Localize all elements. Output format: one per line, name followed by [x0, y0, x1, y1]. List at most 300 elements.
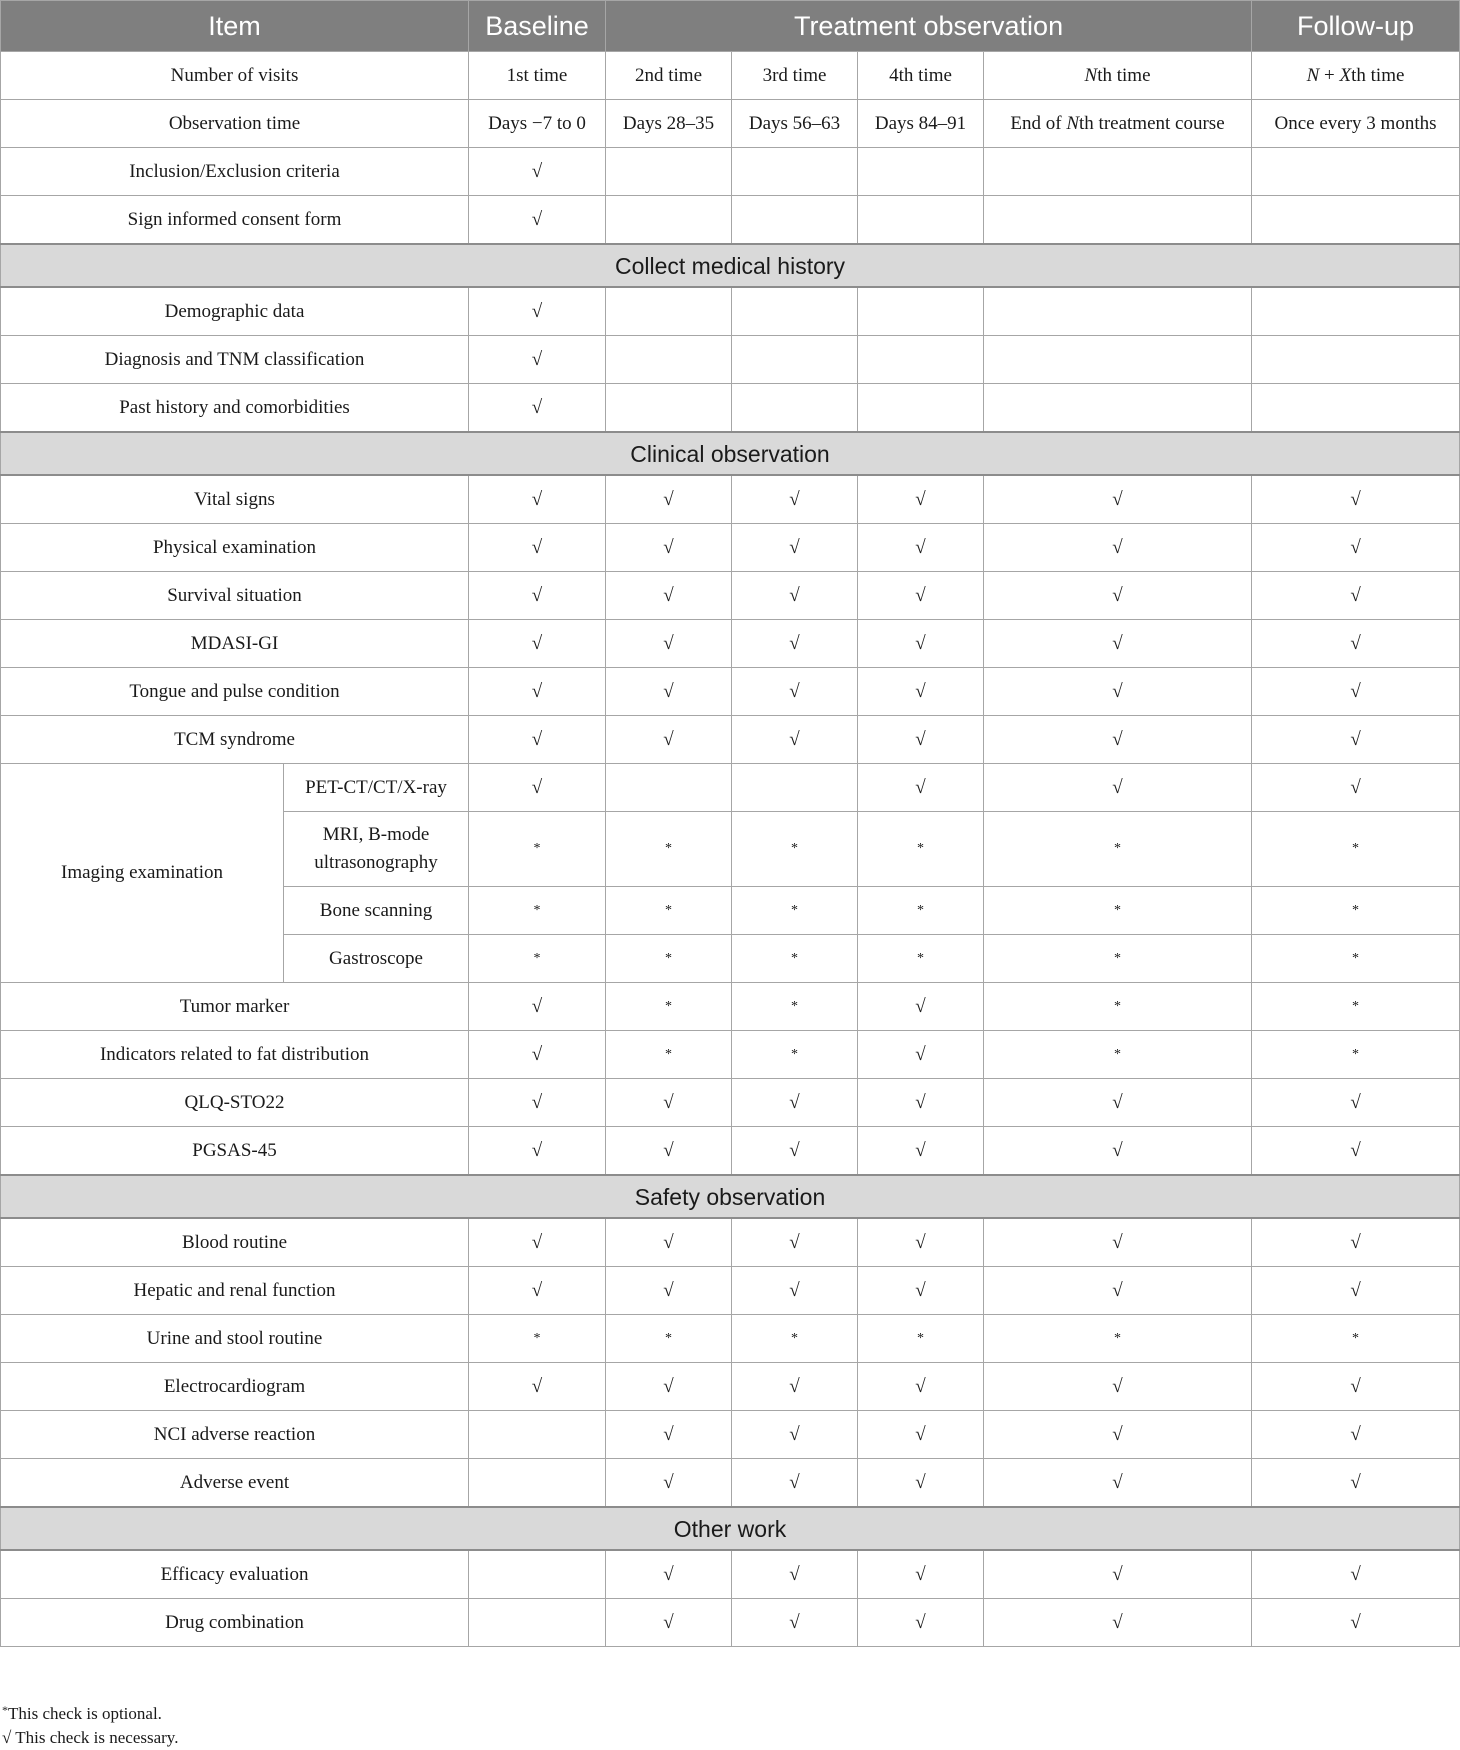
visit-n: [984, 52, 1252, 100]
mark-cell-0: [469, 1363, 606, 1411]
required-mark: √: [789, 1423, 800, 1445]
mark-cell-4: [984, 1127, 1252, 1176]
mark-cell-1: [606, 1550, 732, 1599]
optional-mark: *: [533, 1330, 541, 1346]
required-mark: √: [531, 680, 543, 702]
safety-row: [1, 1411, 1460, 1459]
mark-cell-2: [732, 983, 858, 1031]
safety-row: [1, 1363, 1460, 1411]
required-mark: √: [789, 728, 800, 750]
mark-cell-4: [984, 1550, 1252, 1599]
optional-mark: *: [1114, 1330, 1122, 1346]
mark-cell-0: [469, 983, 606, 1031]
required-mark: √: [1112, 1091, 1123, 1113]
mark-cell-2: [732, 1031, 858, 1079]
required-mark: √: [1112, 632, 1123, 654]
required-mark: √: [1350, 1471, 1361, 1493]
optional-mark: *: [665, 998, 673, 1014]
optional-mark: *: [1352, 998, 1360, 1014]
mark-cell-1: [606, 572, 732, 620]
required-mark: √: [789, 1231, 800, 1253]
mark-cell-5: [1252, 572, 1460, 620]
mark-cell-2: [732, 1550, 858, 1599]
row-label: PGSAS-45: [1, 1127, 469, 1176]
optional-mark: *: [665, 1046, 673, 1062]
mark-cell-2: [732, 887, 858, 935]
mark-cell-4: [984, 1031, 1252, 1079]
mark-cell-1: [606, 812, 732, 887]
clinical-row: [1, 620, 1460, 668]
mark-cell-2: [732, 287, 858, 336]
required-mark: √: [789, 1471, 800, 1493]
row-label: MDASI-GI: [1, 620, 469, 668]
mark-cell-2: [732, 812, 858, 887]
mark-cell-4: [984, 336, 1252, 384]
mark-cell-1: [606, 1267, 732, 1315]
mark-cell-0: [469, 668, 606, 716]
mark-cell-2: [732, 764, 858, 812]
optional-mark: *: [791, 1046, 799, 1062]
optional-mark: *: [1114, 950, 1122, 966]
required-mark: √: [789, 1139, 800, 1161]
mark-cell-0: [469, 716, 606, 764]
mark-cell-5: [1252, 1599, 1460, 1647]
optional-mark: *: [791, 950, 799, 966]
required-mark: √: [915, 584, 926, 606]
mark-cell-0: [469, 1550, 606, 1599]
mark-cell-0: [469, 475, 606, 524]
required-mark: √: [1350, 1139, 1361, 1161]
required-mark: √: [531, 1231, 543, 1253]
required-mark: √: [789, 1563, 800, 1585]
mark-cell-3: [858, 572, 984, 620]
mark-cell-1: [606, 716, 732, 764]
mark-cell-0: [469, 1218, 606, 1267]
clinical-row: [1, 1031, 1460, 1079]
visit-n-plus-x: [1252, 52, 1460, 100]
optional-mark: *: [533, 841, 541, 856]
imaging-sub-label: Gastroscope: [284, 935, 469, 983]
row-label: Demographic data: [1, 287, 469, 336]
visit-3: 3rd time: [732, 52, 858, 100]
mark-cell-4: [984, 935, 1252, 983]
required-mark: √: [1350, 680, 1361, 702]
mark-cell-3: [858, 764, 984, 812]
time-n: [984, 100, 1252, 148]
mark-cell-3: [858, 475, 984, 524]
mark-cell-5: [1252, 1218, 1460, 1267]
mark-cell-3: [858, 1031, 984, 1079]
mark-cell-5: [1252, 1315, 1460, 1363]
optional-mark: *: [1114, 841, 1122, 856]
required-mark: √: [789, 1279, 800, 1301]
mark-cell-3: [858, 1079, 984, 1127]
clinical-row: [1, 1127, 1460, 1176]
mark-cell-3: [858, 384, 984, 433]
mark-cell-5: [1252, 935, 1460, 983]
visit-nx-rest: th time: [1351, 64, 1405, 86]
mark-cell-2: [732, 572, 858, 620]
required-mark: √: [915, 536, 926, 558]
mark-cell-2: [732, 1218, 858, 1267]
time-4: Days 84–91: [858, 100, 984, 148]
optional-mark: *: [917, 902, 925, 918]
row-label: Survival situation: [1, 572, 469, 620]
visits-label: Number of visits: [1, 52, 469, 100]
mark-cell-4: [984, 620, 1252, 668]
required-mark: √: [663, 1139, 674, 1161]
required-mark: √: [915, 1611, 926, 1633]
row-label: NCI adverse reaction: [1, 1411, 469, 1459]
mark-cell-3: [858, 1127, 984, 1176]
medical-history-row: [1, 287, 1460, 336]
required-mark: √: [1350, 488, 1361, 510]
mark-cell-1: [606, 1599, 732, 1647]
mark-cell-1: [606, 1127, 732, 1176]
required-mark: √: [1112, 776, 1123, 798]
required-mark: √: [1112, 536, 1123, 558]
required-mark: √: [663, 680, 674, 702]
mark-cell-3: [858, 1459, 984, 1508]
required-mark: √: [531, 1375, 543, 1397]
mark-cell-5: [1252, 1079, 1460, 1127]
visit-n-italic: N: [1084, 64, 1098, 86]
required-mark: √: [915, 1471, 926, 1493]
mark-cell-1: [606, 336, 732, 384]
mark-cell-3: [858, 620, 984, 668]
row-label: Blood routine: [1, 1218, 469, 1267]
optional-mark: *: [791, 1330, 799, 1346]
required-mark: √: [1350, 1091, 1361, 1113]
required-mark: √: [1112, 1231, 1123, 1253]
mark-cell-3: [858, 287, 984, 336]
mark-cell-4: [984, 887, 1252, 935]
mark-cell-4: [984, 196, 1252, 245]
visit-nx-x: X: [1339, 64, 1352, 86]
mark-cell-0: [469, 887, 606, 935]
clinical-row: [1, 524, 1460, 572]
required-mark: √: [531, 536, 543, 558]
required-mark: √: [663, 1611, 674, 1633]
required-mark: √: [663, 1091, 674, 1113]
mark-cell-1: [606, 668, 732, 716]
required-mark: √: [1350, 536, 1361, 558]
mark-cell-1: [606, 1363, 732, 1411]
mark-cell-0: [469, 1599, 606, 1647]
required-mark: √: [531, 776, 543, 798]
mark-cell-2: [732, 336, 858, 384]
mark-cell-4: [984, 572, 1252, 620]
mark-cell-1: [606, 983, 732, 1031]
mark-cell-4: [984, 1315, 1252, 1363]
mark-cell-3: [858, 1599, 984, 1647]
required-mark: √: [1350, 1231, 1361, 1253]
optional-mark: *: [665, 902, 673, 918]
mark-cell-0: [469, 1459, 606, 1508]
screening-row: [1, 196, 1460, 245]
required-mark: √: [915, 1043, 926, 1065]
other-work-row: [1, 1599, 1460, 1647]
mark-cell-0: [469, 1315, 606, 1363]
optional-mark: *: [1352, 1046, 1360, 1062]
optional-mark: *: [1352, 902, 1360, 918]
clinical-row: [1, 983, 1460, 1031]
mark-cell-3: [858, 716, 984, 764]
mark-cell-3: [858, 148, 984, 196]
mark-cell-5: [1252, 1550, 1460, 1599]
mark-cell-1: [606, 935, 732, 983]
mark-cell-2: [732, 1127, 858, 1176]
optional-mark: *: [665, 950, 673, 966]
required-mark: √: [663, 536, 674, 558]
required-mark: √: [915, 776, 926, 798]
mark-cell-0: [469, 572, 606, 620]
mark-cell-0: [469, 384, 606, 433]
optional-mark: *: [665, 1330, 673, 1346]
visit-nx-plus: +: [1319, 64, 1340, 86]
required-mark: √: [531, 488, 543, 510]
mark-cell-4: [984, 1267, 1252, 1315]
mark-cell-1: [606, 620, 732, 668]
optional-mark: *: [791, 998, 799, 1014]
mark-cell-1: [606, 524, 732, 572]
required-mark: √: [915, 1375, 926, 1397]
row-label: Sign informed consent form: [1, 196, 469, 245]
required-mark: √: [789, 632, 800, 654]
optional-mark: *: [1114, 902, 1122, 918]
time-n-pre: End of: [1010, 112, 1067, 134]
required-mark: √: [531, 300, 543, 322]
required-mark: √: [1112, 1471, 1123, 1493]
mark-cell-5: [1252, 983, 1460, 1031]
required-mark: √: [789, 488, 800, 510]
mark-cell-1: [606, 196, 732, 245]
clinical-row: [1, 1079, 1460, 1127]
mark-cell-0: [469, 148, 606, 196]
required-mark: √: [663, 1423, 674, 1445]
required-mark: √: [1350, 1375, 1361, 1397]
footnotes: [2, 1698, 178, 1750]
mark-cell-1: [606, 1411, 732, 1459]
required-mark: √: [531, 160, 543, 182]
required-mark: √: [1112, 1375, 1123, 1397]
mark-cell-2: [732, 1459, 858, 1508]
optional-mark: *: [1114, 1046, 1122, 1062]
mark-cell-0: [469, 764, 606, 812]
mark-cell-3: [858, 668, 984, 716]
mark-cell-3: [858, 196, 984, 245]
mark-cell-1: [606, 475, 732, 524]
required-mark: √: [663, 1471, 674, 1493]
time-follow-up: Once every 3 months: [1252, 100, 1460, 148]
section-title: Safety observation: [1, 1175, 1460, 1218]
required-mark: √: [531, 995, 543, 1017]
required-mark: √: [663, 488, 674, 510]
mark-cell-4: [984, 384, 1252, 433]
required-mark: √: [531, 728, 543, 750]
row-label: Vital signs: [1, 475, 469, 524]
optional-mark: *: [533, 902, 541, 918]
required-mark: √: [915, 1423, 926, 1445]
mark-cell-4: [984, 668, 1252, 716]
mark-cell-0: [469, 812, 606, 887]
required-mark: √: [1350, 1279, 1361, 1301]
optional-mark: *: [1352, 950, 1360, 966]
mark-cell-0: [469, 935, 606, 983]
safety-row: [1, 1315, 1460, 1363]
mark-cell-0: [469, 287, 606, 336]
row-label: Inclusion/Exclusion criteria: [1, 148, 469, 196]
required-mark: √: [531, 584, 543, 606]
required-mark: √: [915, 1139, 926, 1161]
mark-cell-2: [732, 1267, 858, 1315]
mark-cell-1: [606, 764, 732, 812]
mark-cell-5: [1252, 887, 1460, 935]
required-mark: √: [915, 680, 926, 702]
mark-cell-4: [984, 983, 1252, 1031]
required-mark: √: [789, 1091, 800, 1113]
mark-cell-0: [469, 620, 606, 668]
required-mark: √: [915, 488, 926, 510]
mark-cell-0: [469, 1411, 606, 1459]
required-mark: √: [663, 1375, 674, 1397]
mark-cell-1: [606, 384, 732, 433]
row-label: Hepatic and renal function: [1, 1267, 469, 1315]
mark-cell-2: [732, 668, 858, 716]
mark-cell-3: [858, 1363, 984, 1411]
medical-history-row: [1, 384, 1460, 433]
mark-cell-0: [469, 1031, 606, 1079]
required-mark: √: [789, 584, 800, 606]
mark-cell-3: [858, 935, 984, 983]
mark-cell-5: [1252, 336, 1460, 384]
mark-cell-4: [984, 764, 1252, 812]
required-mark: √: [1112, 488, 1123, 510]
footnote-optional-text: This check is optional.: [8, 1704, 162, 1723]
mark-cell-1: [606, 1315, 732, 1363]
optional-mark: *: [1352, 1330, 1360, 1346]
required-mark: √: [531, 1043, 543, 1065]
mark-cell-4: [984, 1218, 1252, 1267]
mark-cell-4: [984, 1363, 1252, 1411]
mark-cell-5: [1252, 384, 1460, 433]
mark-cell-5: [1252, 475, 1460, 524]
required-mark: √: [789, 1611, 800, 1633]
mark-cell-5: [1252, 524, 1460, 572]
optional-mark: *: [917, 1330, 925, 1346]
imaging-sub-label: MRI, B-mode ultrasonography: [284, 812, 469, 887]
row-label: Adverse event: [1, 1459, 469, 1508]
optional-mark: *: [1114, 998, 1122, 1014]
section-safety-observation: [1, 1175, 1460, 1218]
required-mark: √: [663, 1279, 674, 1301]
required-mark: √: [789, 1375, 800, 1397]
header-row: [1, 1, 1460, 52]
imaging-sub-label: PET-CT/CT/X-ray: [284, 764, 469, 812]
required-mark: √: [1350, 584, 1361, 606]
mark-cell-2: [732, 1599, 858, 1647]
mark-cell-3: [858, 1315, 984, 1363]
mark-cell-2: [732, 716, 858, 764]
mark-cell-2: [732, 148, 858, 196]
section-title: Clinical observation: [1, 432, 1460, 475]
optional-mark: *: [665, 841, 673, 856]
required-mark: √: [663, 1563, 674, 1585]
required-mark: √: [531, 208, 543, 230]
row-label: Past history and comorbidities: [1, 384, 469, 433]
mark-cell-5: [1252, 668, 1460, 716]
footnote-optional: [2, 1698, 178, 1726]
mark-cell-5: [1252, 1459, 1460, 1508]
clinical-row: [1, 716, 1460, 764]
clinical-row: [1, 668, 1460, 716]
required-mark: √: [915, 1563, 926, 1585]
required-mark: √: [789, 536, 800, 558]
mark-cell-0: [469, 1127, 606, 1176]
time-3: Days 56–63: [732, 100, 858, 148]
required-mark: √: [1112, 680, 1123, 702]
clinical-row: [1, 572, 1460, 620]
mark-cell-0: [469, 524, 606, 572]
mark-cell-5: [1252, 812, 1460, 887]
mark-cell-0: [469, 196, 606, 245]
visit-nx-n: N: [1306, 64, 1320, 86]
required-mark: √: [1112, 1563, 1123, 1585]
required-mark: √: [1350, 1563, 1361, 1585]
section-clinical-observation: [1, 432, 1460, 475]
required-mark: √: [1112, 1279, 1123, 1301]
other-work-row: [1, 1550, 1460, 1599]
row-label: Physical examination: [1, 524, 469, 572]
required-mark: √: [1350, 728, 1361, 750]
time-1: Days −7 to 0: [469, 100, 606, 148]
mark-cell-4: [984, 524, 1252, 572]
required-mark: √: [1350, 632, 1361, 654]
imaging-group-label: Imaging examination: [1, 764, 284, 983]
required-mark: √: [915, 1231, 926, 1253]
required-mark: √: [1350, 1423, 1361, 1445]
mark-cell-2: [732, 1315, 858, 1363]
required-mark: √: [1350, 1611, 1361, 1633]
time-n-italic: N: [1066, 112, 1080, 134]
required-mark: √: [1112, 1139, 1123, 1161]
required-mark: √: [663, 584, 674, 606]
footnote-optional-symbol: *: [2, 1703, 8, 1717]
time-2: Days 28–35: [606, 100, 732, 148]
section-other-work: [1, 1507, 1460, 1550]
mark-cell-3: [858, 812, 984, 887]
mark-cell-4: [984, 812, 1252, 887]
required-mark: √: [663, 728, 674, 750]
mark-cell-1: [606, 887, 732, 935]
mark-cell-5: [1252, 196, 1460, 245]
mark-cell-4: [984, 1411, 1252, 1459]
required-mark: √: [663, 632, 674, 654]
required-mark: √: [915, 1279, 926, 1301]
observation-time-row: [1, 100, 1460, 148]
required-mark: √: [531, 1139, 543, 1161]
mark-cell-2: [732, 1079, 858, 1127]
mark-cell-3: [858, 1411, 984, 1459]
mark-cell-5: [1252, 1267, 1460, 1315]
section-title: Collect medical history: [1, 244, 1460, 287]
mark-cell-2: [732, 196, 858, 245]
row-label: Diagnosis and TNM classification: [1, 336, 469, 384]
mark-cell-5: [1252, 1411, 1460, 1459]
mark-cell-2: [732, 384, 858, 433]
medical-history-row: [1, 336, 1460, 384]
required-mark: √: [531, 348, 543, 370]
